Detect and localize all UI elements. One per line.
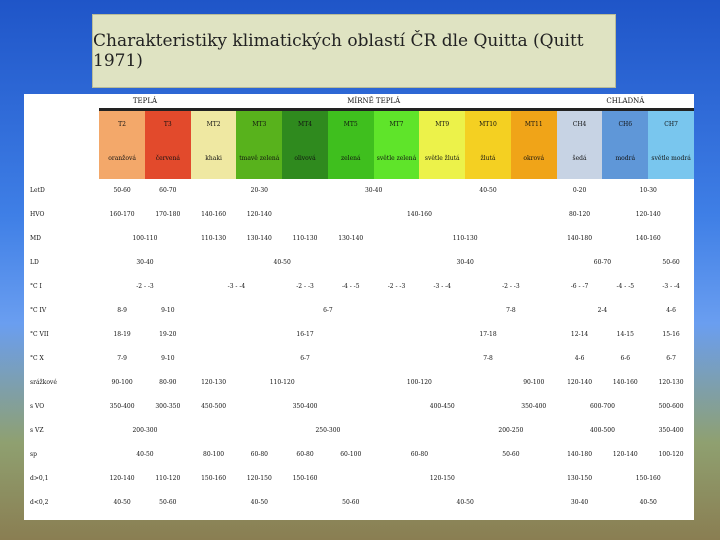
table-cell: -2 - -3 — [387, 283, 406, 290]
title-box — [92, 14, 616, 88]
climate-table-container — [24, 94, 694, 520]
table-cell: 60-100 — [340, 451, 362, 458]
table-cell: 110-130 — [292, 235, 318, 242]
row-label: LD — [24, 251, 99, 275]
table-cell: 6-7 — [300, 355, 310, 362]
table-cell: 30-40 — [136, 259, 154, 266]
color-name: světle zelená — [374, 139, 420, 179]
table-cell: 20-30 — [250, 187, 268, 194]
table-cell: 90-100 — [111, 379, 133, 386]
color-name: okrová — [511, 139, 557, 179]
table-cell: 600-700 — [589, 403, 615, 410]
table-row — [24, 323, 694, 347]
table-cell: 120-140 — [109, 475, 135, 482]
table-row — [24, 275, 694, 299]
table-cell: 350-400 — [658, 427, 684, 434]
table-cell: 140-160 — [201, 211, 227, 218]
table-cell: -2 - -3 — [296, 283, 314, 290]
table-row — [24, 419, 694, 443]
table-cell: 150-160 — [292, 475, 318, 482]
row-label: MD — [24, 227, 99, 251]
row-label: HVO — [24, 203, 99, 227]
row-label: °C X — [24, 347, 99, 371]
table-cell: 110-120 — [155, 475, 181, 482]
table-cell: 40-50 — [273, 259, 291, 266]
table-cell: 30-40 — [570, 499, 589, 506]
color-name: modrá — [602, 139, 648, 179]
table-cell: -3 - -4 — [662, 283, 680, 290]
table-cell: 14-15 — [616, 331, 634, 338]
row-label: °C I — [24, 275, 99, 299]
table-cell: 7-8 — [483, 355, 493, 362]
region-code: MT10 — [465, 110, 511, 140]
table-cell: 450-500 — [201, 403, 227, 410]
color-name: červená — [145, 139, 191, 179]
table-cell: 40-50 — [479, 187, 497, 194]
table-cell: 300-350 — [155, 403, 181, 410]
table-cell: 40-50 — [136, 451, 154, 458]
group-cold: CHLADNÁ — [557, 94, 694, 110]
table-cell: 12-14 — [570, 331, 589, 338]
table-cell: 120-150 — [246, 475, 272, 482]
table-cell: 130-140 — [338, 235, 364, 242]
color-name: tmavě zelená — [236, 139, 282, 179]
color-name: světle žlutá — [419, 139, 465, 179]
region-code: CH7 — [648, 110, 694, 140]
table-cell: 140-160 — [635, 235, 661, 242]
table-row — [24, 203, 694, 227]
table-cell: 19-20 — [159, 331, 177, 338]
table-cell: 50-60 — [113, 187, 131, 194]
table-row — [24, 491, 694, 515]
table-cell: 40-50 — [250, 499, 268, 506]
table-cell: 60-80 — [296, 451, 314, 458]
table-cell: 7-9 — [117, 355, 127, 362]
row-label: sp — [24, 443, 99, 467]
table-cell: 80-90 — [159, 379, 177, 386]
table-cell: 100-120 — [406, 379, 432, 386]
table-cell: 16-17 — [296, 331, 314, 338]
table-cell: 100-110 — [132, 235, 158, 242]
color-name: khaki — [191, 139, 237, 179]
row-label: s VO — [24, 395, 99, 419]
table-cell: 120-140 — [246, 211, 272, 218]
table-cell: 120-150 — [429, 475, 455, 482]
color-name: oranžová — [99, 139, 145, 179]
table-cell: 50-60 — [662, 259, 680, 266]
color-name: zelená — [328, 139, 374, 179]
corner-cell — [24, 139, 99, 179]
table-row — [24, 299, 694, 323]
color-name: žlutá — [465, 139, 511, 179]
table-cell: -6 - -7 — [570, 283, 589, 290]
table-cell: 140-180 — [567, 451, 593, 458]
region-code: MT11 — [511, 110, 557, 140]
row-label: srážkové — [24, 371, 99, 395]
table-cell: -4 - -5 — [616, 283, 635, 290]
row-label: LetD — [24, 179, 99, 203]
row-label: °C VII — [24, 323, 99, 347]
table-cell: 110-130 — [201, 235, 227, 242]
table-cell: 140-160 — [406, 211, 432, 218]
table-cell: 60-70 — [593, 259, 612, 266]
group-warm: TEPLÁ — [99, 94, 190, 110]
table-row — [24, 395, 694, 419]
table-cell: 200-250 — [498, 427, 524, 434]
table-cell: -4 - -5 — [342, 283, 360, 290]
table-cell: 350-400 — [521, 403, 547, 410]
table-cell: 130-140 — [246, 235, 272, 242]
corner-cell — [24, 94, 99, 110]
region-code: MT5 — [328, 110, 374, 140]
region-code: T3 — [145, 110, 191, 140]
table-cell: 120-130 — [201, 379, 227, 386]
group-header-row — [24, 94, 694, 110]
table-cell: 140-160 — [612, 379, 638, 386]
table-cell: 400-500 — [589, 427, 615, 434]
table-cell: -2 - -3 — [136, 283, 154, 290]
table-cell: 60-80 — [410, 451, 429, 458]
table-row — [24, 251, 694, 275]
table-cell: 500-600 — [658, 403, 684, 410]
table-cell: 110-120 — [269, 379, 295, 386]
row-label: d>0,1 — [24, 467, 99, 491]
region-code: MT3 — [236, 110, 282, 140]
table-cell: 60-70 — [159, 187, 177, 194]
table-cell: 50-60 — [342, 499, 360, 506]
row-label: d<0,2 — [24, 491, 99, 515]
table-cell: 120-130 — [658, 379, 684, 386]
table-cell: 6-7 — [666, 355, 676, 362]
table-cell: 150-160 — [201, 475, 227, 482]
table-cell: 50-60 — [502, 451, 520, 458]
table-cell: 8-9 — [117, 307, 127, 314]
code-row — [24, 110, 694, 140]
region-code: MT2 — [191, 110, 237, 140]
table-cell: -3 - -4 — [433, 283, 451, 290]
climate-table — [24, 94, 694, 515]
table-cell: 6-6 — [620, 355, 631, 362]
table-cell: -2 - -3 — [502, 283, 520, 290]
table-cell: 120-140 — [635, 211, 661, 218]
region-code: MT7 — [374, 110, 420, 140]
table-row — [24, 443, 694, 467]
table-cell: 15-16 — [662, 331, 680, 338]
table-cell: 50-60 — [159, 499, 177, 506]
table-cell: 7-8 — [506, 307, 516, 314]
table-row — [24, 179, 694, 203]
table-cell: 9-10 — [161, 307, 175, 314]
table-cell: 18-19 — [113, 331, 131, 338]
corner-cell — [24, 110, 99, 140]
table-cell: 130-150 — [567, 475, 593, 482]
table-cell: 100-120 — [658, 451, 684, 458]
table-cell: 2-4 — [597, 307, 608, 314]
table-cell: 40-50 — [456, 499, 474, 506]
table-cell: 40-50 — [113, 499, 131, 506]
row-label: s VZ — [24, 419, 99, 443]
color-name: šedá — [557, 139, 603, 179]
table-cell: 60-80 — [250, 451, 268, 458]
table-row — [24, 371, 694, 395]
row-label: °C IV — [24, 299, 99, 323]
table-cell: 140-180 — [567, 235, 593, 242]
region-code: MT4 — [282, 110, 328, 140]
table-cell: 6-7 — [323, 307, 333, 314]
table-cell: 200-300 — [132, 427, 158, 434]
table-cell: 120-140 — [612, 451, 638, 458]
color-name: světle modrá — [648, 139, 694, 179]
table-cell: 350-400 — [109, 403, 135, 410]
region-code: CH6 — [602, 110, 648, 140]
table-row — [24, 467, 694, 491]
table-cell: 160-170 — [109, 211, 135, 218]
table-cell: 4-6 — [666, 307, 676, 314]
table-cell: 120-140 — [567, 379, 593, 386]
table-cell: 400-450 — [429, 403, 455, 410]
table-cell: 80-100 — [203, 451, 225, 458]
table-row — [24, 227, 694, 251]
table-cell: 250-300 — [315, 427, 341, 434]
table-cell: 150-160 — [635, 475, 661, 482]
table-cell: 4-6 — [574, 355, 585, 362]
region-code: CH4 — [557, 110, 603, 140]
table-cell: 30-40 — [364, 187, 383, 194]
table-cell: 110-130 — [452, 235, 478, 242]
color-row — [24, 139, 694, 179]
table-cell: -3 - -4 — [227, 283, 246, 290]
table-cell: 40-50 — [639, 499, 657, 506]
table-cell: 30-40 — [456, 259, 474, 266]
table-cell: 170-180 — [155, 211, 181, 218]
table-cell: 0-20 — [572, 187, 587, 194]
table-cell: 80-120 — [568, 211, 591, 218]
table-cell: 10-30 — [639, 187, 657, 194]
table-row — [24, 347, 694, 371]
region-code: T2 — [99, 110, 145, 140]
color-name: olivová — [282, 139, 328, 179]
table-cell: 350-400 — [292, 403, 318, 410]
group-mild: MÍRNĚ TEPLÁ — [191, 94, 557, 110]
table-cell: 17-18 — [479, 331, 497, 338]
page-title: Charakteristiky klimatických oblastí ČR dle Quitta (Quitt 1971) — [93, 31, 584, 71]
region-code: MT9 — [419, 110, 465, 140]
table-cell: 90-100 — [523, 379, 545, 386]
table-cell: 9-10 — [161, 355, 175, 362]
